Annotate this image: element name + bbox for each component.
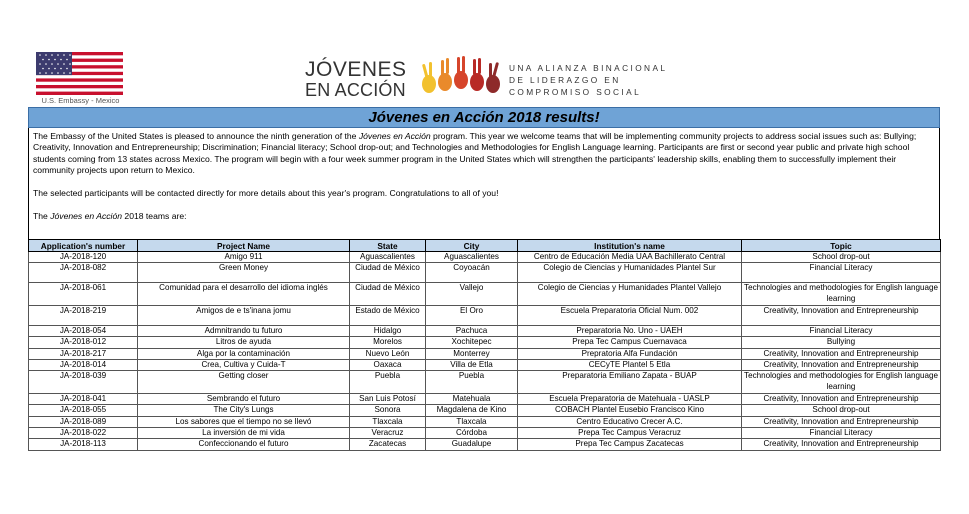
teams-table	[28, 239, 941, 451]
teams-intro	[33, 211, 935, 222]
tagline-line: COMPROMISO SOCIAL	[509, 87, 642, 97]
banner-title: Jóvenes en Acción 2018 results!	[368, 109, 600, 126]
project-name-cell: Confeccionando el futuro	[138, 439, 350, 450]
institution-cell: Escuela Preparatoria Oficial Num. 002	[518, 305, 742, 325]
state-cell: Aguascalientes	[350, 252, 426, 263]
column-header: City	[426, 240, 518, 252]
program-name: Jóvenes en Acción	[358, 131, 431, 141]
institution-cell: Prepa Tec Campus Veracruz	[518, 428, 742, 439]
column-header: State	[350, 240, 426, 252]
column-header: Topic	[742, 240, 941, 252]
city-cell: Córdoba	[426, 428, 518, 439]
intro-text-span: program. This year we welcome teams that will be implementing community projects to address social issues such as: Bullying; Creativity, Innovation and Entrepreneurship; Discrimination; Financial literacy; School drop-out; and Technologies and Methodologies for English Language learning. Participants are first or second year public and private high school students coming from 13 states across Mexico. The program will begin with a four week summer program in the United States which will strengthen the participants' leadership skills, enabling them to successfully implement their community projects upon return to Mexico.	[33, 131, 917, 176]
logo-line-2: EN ACCIÓN	[305, 80, 406, 100]
application-number-cell: JA-2018-082	[29, 263, 138, 283]
table-row	[29, 360, 941, 371]
topic-cell: School drop-out	[742, 252, 941, 263]
intro-paragraph-1	[33, 131, 935, 177]
topic-cell: Creativity, Innovation and Entrepreneurship	[742, 305, 941, 325]
state-cell: Ciudad de México	[350, 263, 426, 283]
application-number-cell: JA-2018-061	[29, 283, 138, 305]
table-row	[29, 283, 941, 305]
topic-cell: Financial Literacy	[742, 325, 941, 336]
state-cell: Estado de México	[350, 305, 426, 325]
state-cell: Zacatecas	[350, 439, 426, 450]
topic-cell: Creativity, Innovation and Entrepreneurship	[742, 416, 941, 427]
table-row	[29, 405, 941, 416]
table-row	[29, 252, 941, 263]
table-body	[29, 252, 941, 451]
application-number-cell: JA-2018-039	[29, 371, 138, 393]
institution-cell: Prepratoria Alfa Fundación	[518, 348, 742, 359]
institution-cell: CECyTE Plantel 5 Etla	[518, 360, 742, 371]
table-row	[29, 325, 941, 336]
state-cell: Morelos	[350, 337, 426, 348]
table-row	[29, 428, 941, 439]
tagline-line: DE LIDERAZGO EN	[509, 75, 621, 85]
intro-text-span: The Embassy of the United States is pleased to announce the ninth generation of the	[33, 131, 359, 141]
institution-cell: Prepa Tec Campus Cuernavaca	[518, 337, 742, 348]
institution-cell: Centro de Educación Media UAA Bachillerato Central	[518, 252, 742, 263]
application-number-cell: JA-2018-022	[29, 428, 138, 439]
city-cell: El Oro	[426, 305, 518, 325]
jovenes-logo	[305, 58, 668, 104]
us-flag-icon	[36, 52, 123, 95]
state-cell: Veracruz	[350, 428, 426, 439]
city-cell: Xochitepec	[426, 337, 518, 348]
project-name-cell: Getting closer	[138, 371, 350, 393]
column-header: Application's number	[29, 240, 138, 252]
table-row	[29, 439, 941, 450]
city-cell: Pachuca	[426, 325, 518, 336]
results-banner	[28, 107, 940, 128]
column-header: Project Name	[138, 240, 350, 252]
state-cell: Oaxaca	[350, 360, 426, 371]
topic-cell: Financial Literacy	[742, 263, 941, 283]
application-number-cell: JA-2018-014	[29, 360, 138, 371]
state-cell: Hidalgo	[350, 325, 426, 336]
application-number-cell: JA-2018-219	[29, 305, 138, 325]
page-header	[0, 0, 969, 106]
state-cell: Ciudad de México	[350, 283, 426, 305]
intro-text	[28, 128, 940, 239]
tagline-line: UNA ALIANZA BINACIONAL	[509, 63, 668, 73]
city-cell: Tlaxcala	[426, 416, 518, 427]
project-name-cell: The City's Lungs	[138, 405, 350, 416]
intro-text-span: The	[33, 210, 51, 221]
city-cell: Aguascalientes	[426, 252, 518, 263]
topic-cell: Technologies and methodologies for English language learning	[742, 371, 941, 393]
application-number-cell: JA-2018-217	[29, 348, 138, 359]
state-cell: Tlaxcala	[350, 416, 426, 427]
state-cell: San Luis Potosí	[350, 393, 426, 404]
city-cell: Coyoacán	[426, 263, 518, 283]
topic-cell: Creativity, Innovation and Entrepreneurship	[742, 393, 941, 404]
institution-cell: Colegio de Ciencias y Humanidades Plantel Sur	[518, 263, 742, 283]
topic-cell: Bullying	[742, 337, 941, 348]
intro-text-span: 2018 teams are:	[122, 210, 187, 221]
application-number-cell: JA-2018-041	[29, 393, 138, 404]
institution-cell: Prepa Tec Campus Zacatecas	[518, 439, 742, 450]
project-name-cell: Admnitrando tu futuro	[138, 325, 350, 336]
city-cell: Matehuala	[426, 393, 518, 404]
topic-cell: School drop-out	[742, 405, 941, 416]
institution-cell: Escuela Preparatoria de Matehuala - UASLP	[518, 393, 742, 404]
table-row	[29, 348, 941, 359]
topic-cell: Creativity, Innovation and Entrepreneurship	[742, 439, 941, 450]
project-name-cell: Comunidad para el desarrollo del idioma inglés	[138, 283, 350, 305]
embassy-label: U.S. Embassy - Mexico	[41, 96, 120, 105]
table-row	[29, 371, 941, 393]
topic-cell: Creativity, Innovation and Entrepreneurship	[742, 348, 941, 359]
project-name-cell: Los sabores que el tiempo no se llevó	[138, 416, 350, 427]
city-cell: Puebla	[426, 371, 518, 393]
topic-cell: Creativity, Innovation and Entrepreneurship	[742, 360, 941, 371]
institution-cell: Preparatoria No. Uno - UAEH	[518, 325, 742, 336]
city-cell: Monterrey	[426, 348, 518, 359]
application-number-cell: JA-2018-054	[29, 325, 138, 336]
logo-tagline	[509, 62, 667, 98]
table-row	[29, 416, 941, 427]
table-header-row	[29, 240, 941, 252]
project-name-cell: Green Money	[138, 263, 350, 283]
program-name: Jóvenes en Acción	[50, 210, 123, 221]
intro-paragraph-2: The selected participants will be contacted directly for more details about this year's program. Congratulations to all of you!	[33, 188, 499, 199]
topic-cell: Technologies and methodologies for English language learning	[742, 283, 941, 305]
city-cell: Villa de Etla	[426, 360, 518, 371]
state-cell: Sonora	[350, 405, 426, 416]
institution-cell: Colegio de Ciencias y Humanidades Plantel Vallejo	[518, 283, 742, 305]
project-name-cell: Amigos de e ts'inana jomu	[138, 305, 350, 325]
state-cell: Nuevo León	[350, 348, 426, 359]
project-name-cell: Sembrando el futuro	[138, 393, 350, 404]
institution-cell: Preparatoria Emiliano Zapata - BUAP	[518, 371, 742, 393]
hands-logo-icon	[415, 52, 510, 102]
application-number-cell: JA-2018-113	[29, 439, 138, 450]
project-name-cell: Crea, Cultiva y Cuida-T	[138, 360, 350, 371]
table-row	[29, 337, 941, 348]
application-number-cell: JA-2018-012	[29, 337, 138, 348]
table-row	[29, 393, 941, 404]
city-cell: Vallejo	[426, 283, 518, 305]
table-row	[29, 305, 941, 325]
institution-cell: Centro Educativo Crecer A.C.	[518, 416, 742, 427]
state-cell: Puebla	[350, 371, 426, 393]
project-name-cell: Litros de ayuda	[138, 337, 350, 348]
city-cell: Guadalupe	[426, 439, 518, 450]
application-number-cell: JA-2018-089	[29, 416, 138, 427]
application-number-cell: JA-2018-120	[29, 252, 138, 263]
city-cell: Magdalena de Kino	[426, 405, 518, 416]
project-name-cell: La inversión de mi vida	[138, 428, 350, 439]
topic-cell: Financial Literacy	[742, 428, 941, 439]
institution-cell: COBACH Plantel Eusebio Francisco Kino	[518, 405, 742, 416]
application-number-cell: JA-2018-055	[29, 405, 138, 416]
table-row	[29, 263, 941, 283]
logo-line-1: JÓVENES	[305, 58, 407, 81]
project-name-cell: Alga por la contaminación	[138, 348, 350, 359]
column-header: Institution's name	[518, 240, 742, 252]
project-name-cell: Amigo 911	[138, 252, 350, 263]
